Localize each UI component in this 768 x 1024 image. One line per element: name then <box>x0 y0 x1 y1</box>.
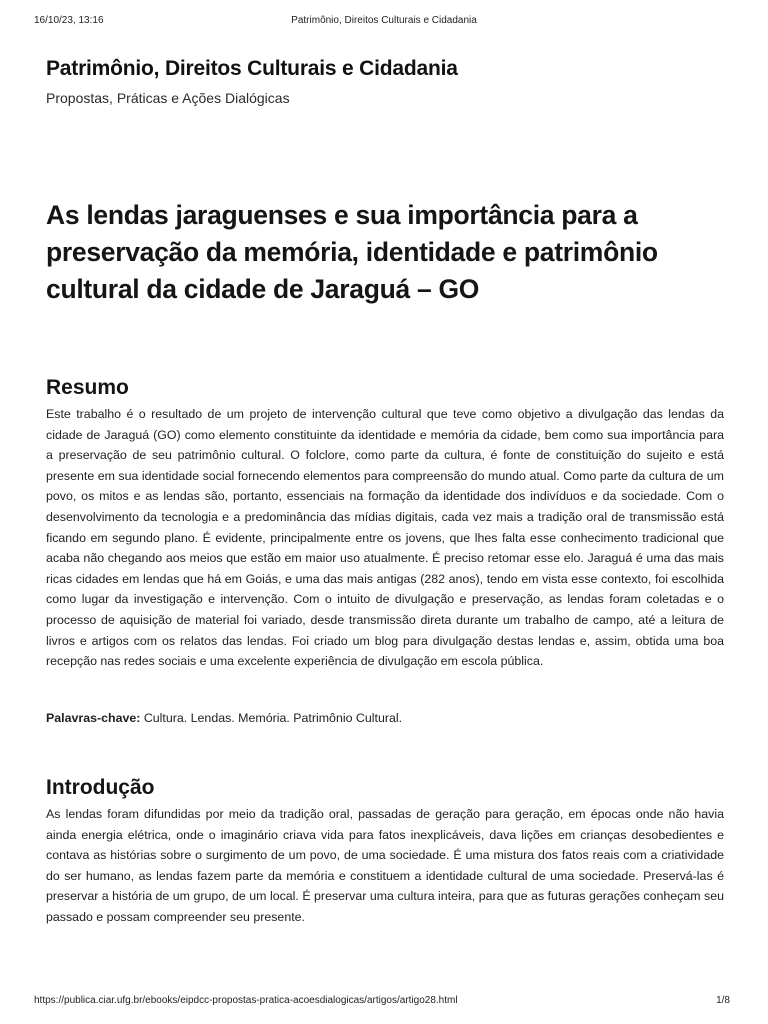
keywords-value: Cultura. Lendas. Memória. Patrimônio Cultural. <box>140 711 403 725</box>
page-url: https://publica.ciar.ufg.br/ebooks/eipdcc-propostas-pratica-acoesdialogicas/artigos/artigo28.html <box>34 995 458 1006</box>
introduction-heading: Introdução <box>46 776 155 799</box>
abstract-text: Este trabalho é o resultado de um projeto de intervenção cultural que teve como objetivo a divulgação das lendas da cidade de Jaraguá (GO) como elemento constituinte da identidade e memória da cidade, bem como sua importância para a preservação de seu patrimônio cultural. O folclore, como parte da cultura, é fonte de constituição do sujeito e está presente em sua identidade social fornecendo elementos para compreensão do mundo atual. Como parte da cultura de um povo, os mitos e as lendas são, portanto, essenciais na formação da identidade dos indivíduos e da sociedade. Com o desenvolvimento da tecnologia e a predominância das mídias digitais, cada vez mais a tradição oral de transmissão está ficando em segundo plano. É evidente, principalmente entre os jovens, que lhes falta esse conhecimento tradicional que acaba não chegando aos meios que estão em maior uso atualmente. É preciso retomar esse elo. Jaraguá é uma das mais ricas cidades em lendas que há em Goiás, e uma das mais antigas (282 anos), tendo em vista esse contexto, foi escolhida como lugar da investigação e intervenção. Com o intuito de divulgação e preservação, as lendas foram coletadas e o processo de aquisição de material foi variado, desde transmissão direta durante um trabalho de campo, até a leitura de livros e artigos com os relatos das lendas. Foi criado um blog para divulgação destas lendas e, assim, obtida uma boa recepção nas redes sociais e uma excelente experiência de divulgação em escola pública. <box>46 407 724 669</box>
page-content <box>46 54 724 924</box>
introduction-text: As lendas foram difundidas por meio da tradição oral, passadas de geração para geração, em épocas onde não havia ainda energia elétrica, onde o imaginário criava vida para fatos inexplicáveis, dava lições em crianças desobedientes e contava as histórias sobre o surgimento de um povo, de uma sociedade. É uma mistura dos fatos reais com a criatividade do ser humano, as lendas fazem parte da memória e constituem a identidade cultural de uma sociedade. Preservá-las é preservar a história de um grupo, de um local. É preservar uma cultura inteira, para que as futuras gerações conheçam seu passado e possam compreender seu presente. <box>46 807 724 924</box>
print-date: 16/10/23, 13:16 <box>34 15 104 26</box>
site-subtitle: Propostas, Práticas e Ações Dialógicas <box>46 90 290 106</box>
abstract-heading: Resumo <box>46 376 129 399</box>
site-title[interactable]: Patrimônio, Direitos Culturais e Cidadania <box>46 57 458 80</box>
keywords <box>46 708 724 728</box>
abstract-section <box>46 374 724 672</box>
print-page-title: Patrimônio, Direitos Culturais e Cidadania <box>291 15 477 26</box>
article-title: As lendas jaraguenses e sua importância para a preservação da memória, identidade e patrimônio cultural da cidade de Jaraguá – GO <box>46 200 658 304</box>
keywords-label: Palavras-chave: <box>46 711 141 725</box>
page-number: 1/8 <box>716 995 730 1006</box>
introduction-section <box>46 774 724 928</box>
